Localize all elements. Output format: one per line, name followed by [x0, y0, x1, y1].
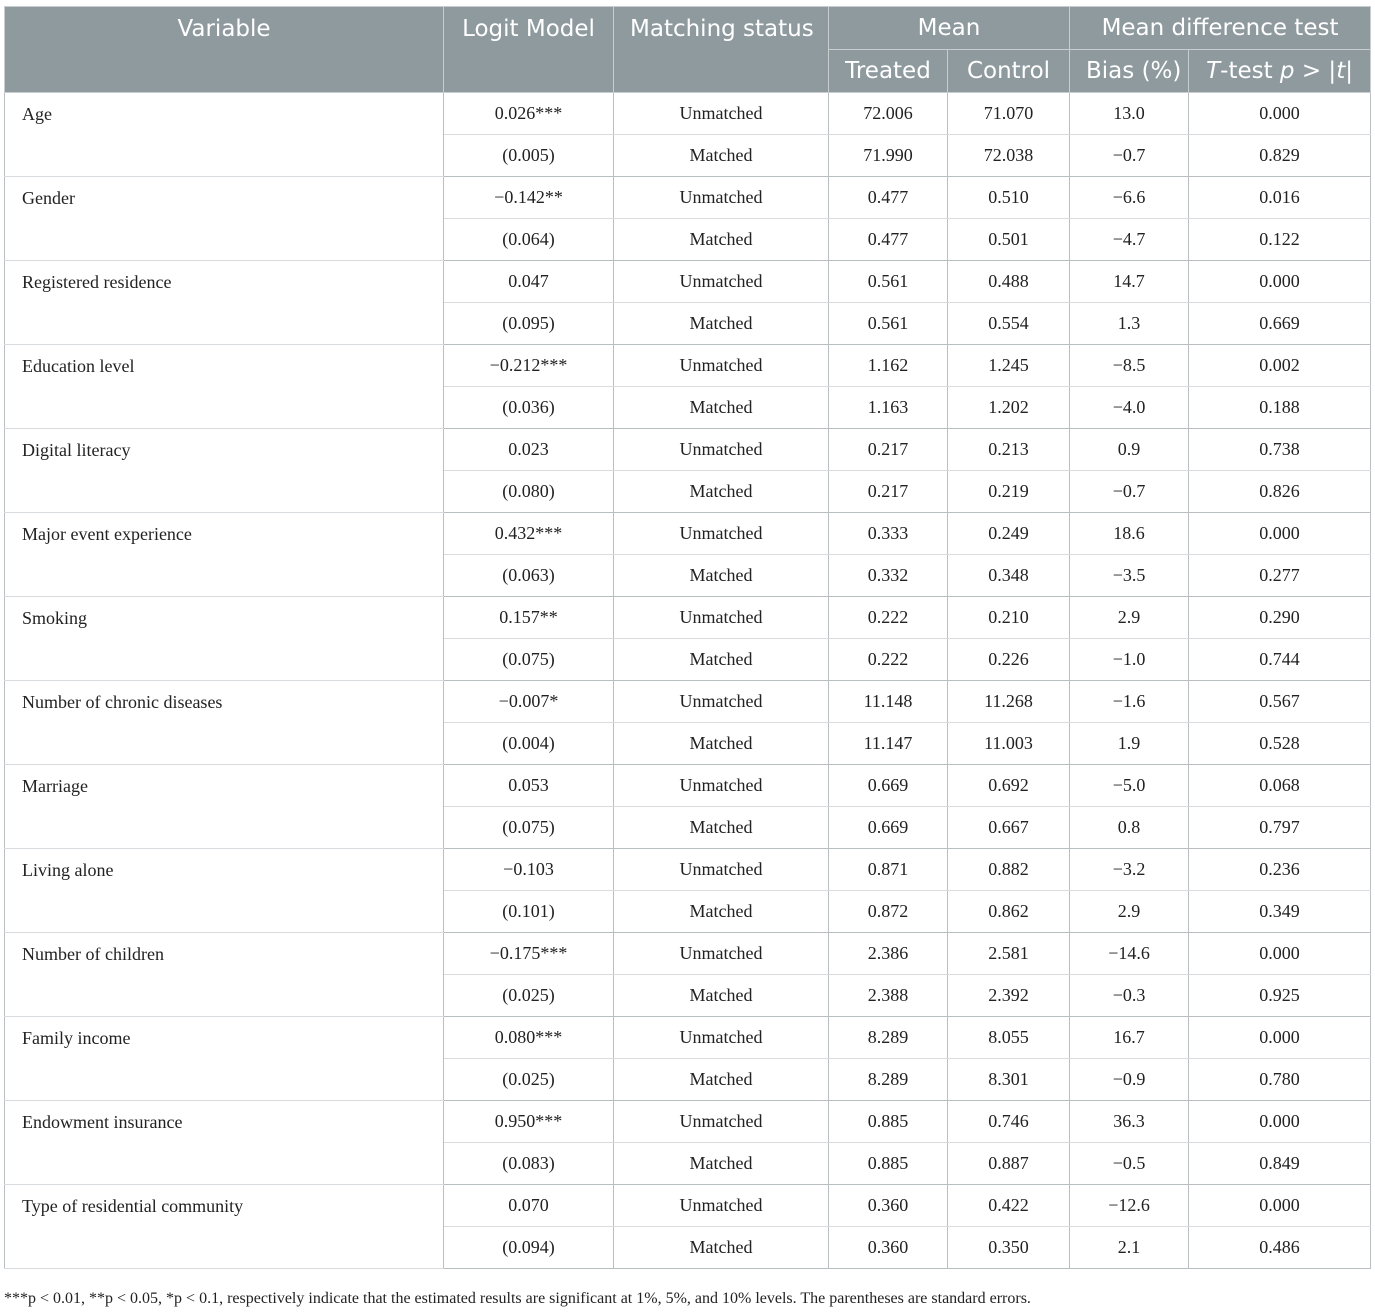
bias-percent: −14.6 — [1070, 933, 1189, 975]
header-mean-difference-test: Mean difference test — [1070, 7, 1371, 50]
matching-status: Matched — [614, 555, 829, 597]
logit-coefficient: −0.212*** — [444, 345, 614, 387]
t-test-p-value: 0.000 — [1189, 261, 1371, 303]
table-row-unmatched — [5, 681, 1371, 723]
bias-percent: −3.2 — [1070, 849, 1189, 891]
matching-status: Unmatched — [614, 177, 829, 219]
bias-percent: 16.7 — [1070, 1017, 1189, 1059]
matching-status: Unmatched — [614, 933, 829, 975]
logit-standard-error: (0.095) — [444, 303, 614, 345]
variable-name: Smoking — [5, 597, 444, 681]
t-test-p-value: 0.486 — [1189, 1227, 1371, 1269]
t-test-p-value: 0.000 — [1189, 93, 1371, 135]
treated-mean: 0.669 — [829, 807, 948, 849]
t-test-p-value: 0.349 — [1189, 891, 1371, 933]
control-mean: 0.692 — [948, 765, 1070, 807]
variable-name: Family income — [5, 1017, 444, 1101]
matching-status: Matched — [614, 975, 829, 1017]
bias-percent: −0.9 — [1070, 1059, 1189, 1101]
matching-status: Matched — [614, 219, 829, 261]
bias-percent: 0.8 — [1070, 807, 1189, 849]
bias-percent: 13.0 — [1070, 93, 1189, 135]
matching-status: Matched — [614, 807, 829, 849]
control-mean: 11.268 — [948, 681, 1070, 723]
treated-mean: 0.477 — [829, 219, 948, 261]
table-row-unmatched — [5, 1185, 1371, 1227]
header-t-test-bar: | — [1345, 58, 1353, 84]
t-test-p-value: 0.000 — [1189, 513, 1371, 555]
t-test-p-value: 0.744 — [1189, 639, 1371, 681]
t-test-p-value: 0.000 — [1189, 1185, 1371, 1227]
treated-mean: 0.332 — [829, 555, 948, 597]
matching-status: Matched — [614, 1059, 829, 1101]
variable-name: Living alone — [5, 849, 444, 933]
treated-mean: 8.289 — [829, 1059, 948, 1101]
logit-standard-error: (0.075) — [444, 639, 614, 681]
matching-status: Unmatched — [614, 513, 829, 555]
treated-mean: 0.561 — [829, 261, 948, 303]
control-mean: 0.862 — [948, 891, 1070, 933]
matching-status: Matched — [614, 471, 829, 513]
matching-status: Unmatched — [614, 597, 829, 639]
control-mean: 0.249 — [948, 513, 1070, 555]
variable-name: Digital literacy — [5, 429, 444, 513]
t-test-p-value: 0.000 — [1189, 1101, 1371, 1143]
logit-standard-error: (0.083) — [444, 1143, 614, 1185]
logit-standard-error: (0.064) — [444, 219, 614, 261]
header-t-test — [1189, 50, 1371, 93]
bias-percent: −0.3 — [1070, 975, 1189, 1017]
t-test-p-value: 0.068 — [1189, 765, 1371, 807]
logit-coefficient: 0.080*** — [444, 1017, 614, 1059]
t-test-p-value: 0.290 — [1189, 597, 1371, 639]
bias-percent: −1.6 — [1070, 681, 1189, 723]
logit-coefficient: 0.053 — [444, 765, 614, 807]
matching-status: Matched — [614, 1227, 829, 1269]
logit-standard-error: (0.025) — [444, 975, 614, 1017]
matching-status: Unmatched — [614, 1101, 829, 1143]
bias-percent: 18.6 — [1070, 513, 1189, 555]
bias-percent: 2.1 — [1070, 1227, 1189, 1269]
treated-mean: 0.872 — [829, 891, 948, 933]
variable-name: Marriage — [5, 765, 444, 849]
bias-percent: 2.9 — [1070, 891, 1189, 933]
variable-name: Endowment insurance — [5, 1101, 444, 1185]
treated-mean: 0.669 — [829, 765, 948, 807]
matching-status: Matched — [614, 1143, 829, 1185]
t-test-p-value: 0.925 — [1189, 975, 1371, 1017]
logit-coefficient: 0.157** — [444, 597, 614, 639]
header-t-test-p: p — [1279, 58, 1295, 84]
header-bias: Bias (%) — [1070, 50, 1189, 93]
treated-mean: 71.990 — [829, 135, 948, 177]
matching-status: Unmatched — [614, 765, 829, 807]
header-t-test-label: -test — [1220, 58, 1280, 84]
treated-mean: 0.871 — [829, 849, 948, 891]
t-test-p-value: 0.780 — [1189, 1059, 1371, 1101]
control-mean: 0.350 — [948, 1227, 1070, 1269]
treated-mean: 0.885 — [829, 1143, 948, 1185]
t-test-p-value: 0.567 — [1189, 681, 1371, 723]
treated-mean: 0.217 — [829, 471, 948, 513]
matching-status: Matched — [614, 639, 829, 681]
treated-mean: 0.360 — [829, 1185, 948, 1227]
t-test-p-value: 0.829 — [1189, 135, 1371, 177]
logit-coefficient: −0.142** — [444, 177, 614, 219]
treated-mean: 72.006 — [829, 93, 948, 135]
treated-mean: 0.477 — [829, 177, 948, 219]
control-mean: 1.245 — [948, 345, 1070, 387]
bias-percent: −0.5 — [1070, 1143, 1189, 1185]
control-mean: 2.581 — [948, 933, 1070, 975]
header-t-test-gt: > | — [1294, 58, 1337, 84]
treated-mean: 0.333 — [829, 513, 948, 555]
header-variable: Variable — [5, 7, 444, 93]
header-treated: Treated — [829, 50, 948, 93]
t-test-p-value: 0.000 — [1189, 933, 1371, 975]
logit-standard-error: (0.101) — [444, 891, 614, 933]
logit-coefficient: 0.950*** — [444, 1101, 614, 1143]
control-mean: 0.510 — [948, 177, 1070, 219]
treated-mean: 2.388 — [829, 975, 948, 1017]
control-mean: 0.501 — [948, 219, 1070, 261]
logit-coefficient: −0.103 — [444, 849, 614, 891]
table-row-unmatched — [5, 1017, 1371, 1059]
table-row-unmatched — [5, 93, 1371, 135]
matching-status: Matched — [614, 303, 829, 345]
t-test-p-value: 0.188 — [1189, 387, 1371, 429]
treated-mean: 1.163 — [829, 387, 948, 429]
treated-mean: 1.162 — [829, 345, 948, 387]
matching-status: Matched — [614, 723, 829, 765]
logit-coefficient: 0.070 — [444, 1185, 614, 1227]
bias-percent: 1.3 — [1070, 303, 1189, 345]
treated-mean: 0.217 — [829, 429, 948, 471]
logit-standard-error: (0.075) — [444, 807, 614, 849]
logit-coefficient: −0.175*** — [444, 933, 614, 975]
control-mean: 0.554 — [948, 303, 1070, 345]
treated-mean: 0.222 — [829, 639, 948, 681]
table-row-unmatched — [5, 597, 1371, 639]
logit-standard-error: (0.036) — [444, 387, 614, 429]
control-mean: 0.488 — [948, 261, 1070, 303]
table-footnote: ***p < 0.01, **p < 0.05, *p < 0.1, respectively indicate that the estimated results are significant at 1%, 5%, and 10% levels. The parentheses are standard errors. — [4, 1290, 1031, 1307]
treated-mean: 0.561 — [829, 303, 948, 345]
treated-mean: 0.222 — [829, 597, 948, 639]
control-mean: 8.055 — [948, 1017, 1070, 1059]
treated-mean: 0.885 — [829, 1101, 948, 1143]
bias-percent: 1.9 — [1070, 723, 1189, 765]
variable-name: Gender — [5, 177, 444, 261]
header-matching-status: Matching status — [614, 7, 829, 93]
logit-standard-error: (0.025) — [444, 1059, 614, 1101]
header-logit-model: Logit Model — [444, 7, 614, 93]
table-row-unmatched — [5, 1101, 1371, 1143]
logit-standard-error: (0.080) — [444, 471, 614, 513]
header-control: Control — [948, 50, 1070, 93]
t-test-p-value: 0.528 — [1189, 723, 1371, 765]
bias-percent: 2.9 — [1070, 597, 1189, 639]
table-header — [5, 7, 1371, 93]
logit-coefficient: 0.023 — [444, 429, 614, 471]
logit-standard-error: (0.004) — [444, 723, 614, 765]
bias-percent: −12.6 — [1070, 1185, 1189, 1227]
control-mean: 0.746 — [948, 1101, 1070, 1143]
matching-status: Unmatched — [614, 1017, 829, 1059]
control-mean: 0.210 — [948, 597, 1070, 639]
control-mean: 0.422 — [948, 1185, 1070, 1227]
control-mean: 11.003 — [948, 723, 1070, 765]
t-test-p-value: 0.236 — [1189, 849, 1371, 891]
bias-percent: −4.7 — [1070, 219, 1189, 261]
header-mean: Mean — [829, 7, 1070, 50]
table-row-unmatched — [5, 261, 1371, 303]
bias-percent: 14.7 — [1070, 261, 1189, 303]
control-mean: 0.887 — [948, 1143, 1070, 1185]
matching-status: Unmatched — [614, 261, 829, 303]
matching-status: Unmatched — [614, 345, 829, 387]
matching-status: Unmatched — [614, 93, 829, 135]
bias-percent: −1.0 — [1070, 639, 1189, 681]
variable-name: Education level — [5, 345, 444, 429]
control-mean: 0.213 — [948, 429, 1070, 471]
table-body — [5, 93, 1371, 1269]
control-mean: 2.392 — [948, 975, 1070, 1017]
t-test-p-value: 0.000 — [1189, 1017, 1371, 1059]
t-test-p-value: 0.122 — [1189, 219, 1371, 261]
logit-coefficient: −0.007* — [444, 681, 614, 723]
bias-percent: −5.0 — [1070, 765, 1189, 807]
control-mean: 0.226 — [948, 639, 1070, 681]
variable-name: Number of children — [5, 933, 444, 1017]
variable-name: Major event experience — [5, 513, 444, 597]
bias-percent: 36.3 — [1070, 1101, 1189, 1143]
psm-balance-table — [4, 6, 1371, 1269]
matching-status: Matched — [614, 135, 829, 177]
table-row-unmatched — [5, 933, 1371, 975]
table-row-unmatched — [5, 849, 1371, 891]
t-test-p-value: 0.002 — [1189, 345, 1371, 387]
variable-name: Age — [5, 93, 444, 177]
t-test-p-value: 0.797 — [1189, 807, 1371, 849]
header-t-test-tstat: t — [1336, 58, 1346, 84]
variable-name: Registered residence — [5, 261, 444, 345]
logit-coefficient: 0.432*** — [444, 513, 614, 555]
table-row-unmatched — [5, 429, 1371, 471]
treated-mean: 8.289 — [829, 1017, 948, 1059]
treated-mean: 2.386 — [829, 933, 948, 975]
control-mean: 0.219 — [948, 471, 1070, 513]
bias-percent: 0.9 — [1070, 429, 1189, 471]
control-mean: 0.348 — [948, 555, 1070, 597]
control-mean: 0.667 — [948, 807, 1070, 849]
matching-status: Unmatched — [614, 429, 829, 471]
control-mean: 71.070 — [948, 93, 1070, 135]
t-test-p-value: 0.738 — [1189, 429, 1371, 471]
control-mean: 1.202 — [948, 387, 1070, 429]
bias-percent: −0.7 — [1070, 135, 1189, 177]
table-row-unmatched — [5, 765, 1371, 807]
logit-standard-error: (0.094) — [444, 1227, 614, 1269]
t-test-p-value: 0.669 — [1189, 303, 1371, 345]
header-t-test-t: T — [1206, 58, 1221, 84]
treated-mean: 11.147 — [829, 723, 948, 765]
t-test-p-value: 0.849 — [1189, 1143, 1371, 1185]
bias-percent: −6.6 — [1070, 177, 1189, 219]
matching-status: Unmatched — [614, 1185, 829, 1227]
logit-coefficient: 0.047 — [444, 261, 614, 303]
treated-mean: 11.148 — [829, 681, 948, 723]
logit-standard-error: (0.005) — [444, 135, 614, 177]
bias-percent: −8.5 — [1070, 345, 1189, 387]
variable-name: Type of residential community — [5, 1185, 444, 1269]
matching-status: Unmatched — [614, 849, 829, 891]
treated-mean: 0.360 — [829, 1227, 948, 1269]
matching-status: Matched — [614, 891, 829, 933]
control-mean: 72.038 — [948, 135, 1070, 177]
bias-percent: −0.7 — [1070, 471, 1189, 513]
control-mean: 8.301 — [948, 1059, 1070, 1101]
logit-standard-error: (0.063) — [444, 555, 614, 597]
t-test-p-value: 0.016 — [1189, 177, 1371, 219]
control-mean: 0.882 — [948, 849, 1070, 891]
logit-coefficient: 0.026*** — [444, 93, 614, 135]
bias-percent: −4.0 — [1070, 387, 1189, 429]
table-row-unmatched — [5, 345, 1371, 387]
variable-name: Number of chronic diseases — [5, 681, 444, 765]
table-row-unmatched — [5, 177, 1371, 219]
matching-status: Matched — [614, 387, 829, 429]
bias-percent: −3.5 — [1070, 555, 1189, 597]
t-test-p-value: 0.277 — [1189, 555, 1371, 597]
t-test-p-value: 0.826 — [1189, 471, 1371, 513]
matching-status: Unmatched — [614, 681, 829, 723]
table-row-unmatched — [5, 513, 1371, 555]
